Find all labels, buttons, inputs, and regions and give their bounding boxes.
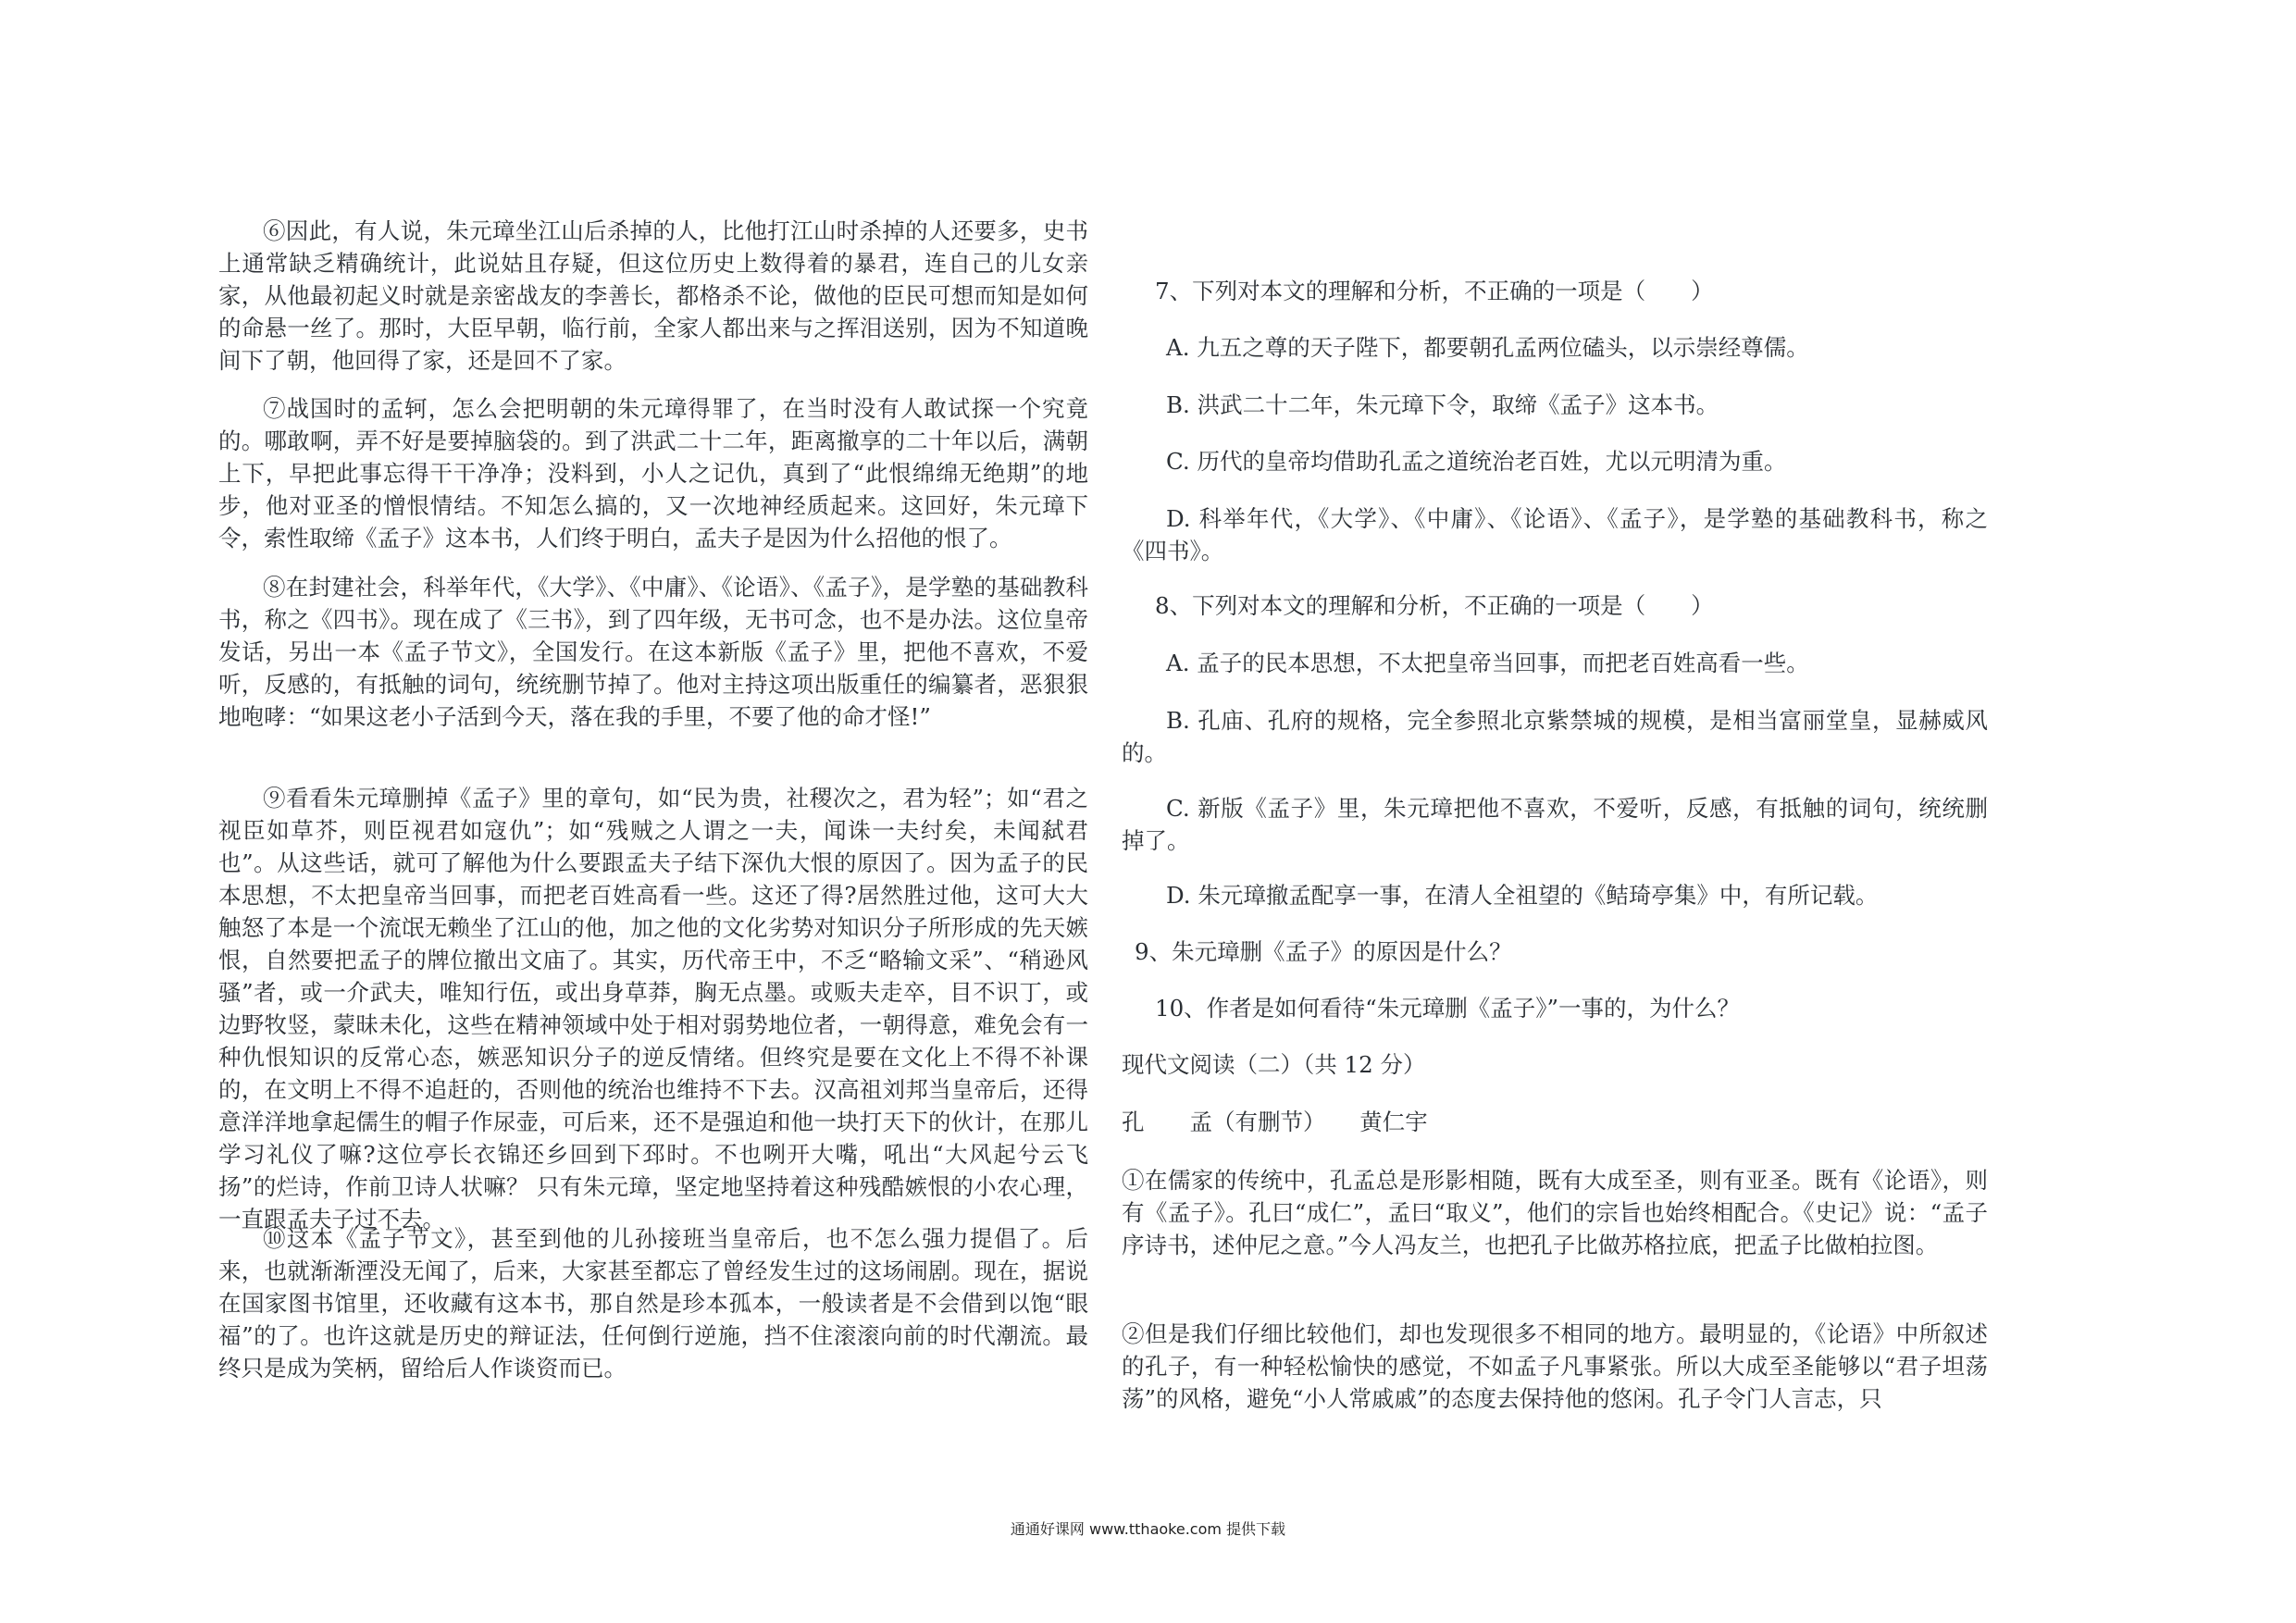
paragraph-10: ⑩这本《孟子节文》，甚至到他的儿孙接班当皇帝后，也不怎么强力提倡了。后来，也就渐渐湮没无闻了，后来，大家甚至都忘了曾经发生过的这场闹剧。现在，据说在国家图书馆里，还收藏有这本书，那自然是珍本孤本，一般读者是不会借到以饱“眼福”的了。也许这就是历史的辩证法，任何倒行逆施，挡不住滚滚向前的时代潮流。最终只是成为笑柄，留给后人作谈资而已。 [218,1225,1088,1381]
paragraph-9: ⑨看看朱元璋删掉《孟子》里的章句，如“民为贵，社稷次之，君为轻”；如“君之视臣如草芥，则臣视君如寇仇”；如“残贼之人谓之一夫，闻诛一夫纣矣，未闻弑君也”。从这些话，就可了解他为什么要跟孟夫子结下深仇大恨的原因了。因为孟子的民本思想，不太把皇帝当回事，而把老百姓高看一些。这还了得?居然胜过他，这可大大触怒了本是一个流氓无赖坐了江山的他，加之他的文化劣势对知识分子所形成的先天嫉恨，自然要把孟子的牌位撤出文庙了。其实，历代帝王中，不乏“略输文采”、“稍逊风骚”者，或一介武夫，唯知行伍，或出身草莽，胸无点墨。或贩夫走卒，目不识丁，或边野牧竖，蒙昧未化，这些在精神领域中处于相对弱势地位者，一朝得意，难免会有一种仇恨知识的反常心态，嫉恶知识分子的逆反情绪。但终究是要在文化上不得不补课的，在文明上不得不追赶的，否则他的统治也维持不下去。汉高祖刘邦当皇帝后，还得意洋洋地拿起儒生的帽子作尿壶，可后来，还不是强迫和他一块打天下的伙计，在那儿学习礼仪了嘛?这位亭长衣锦还乡回到下邳时。不也咧开大嘴，吼出“大风起兮云飞扬”的烂诗，作前卫诗人状嘛？ 只有朱元璋，坚定地坚持着这种残酷嫉恨的小农心理，一直跟孟夫子过不去。 [218,785,1088,1233]
question-8-stem: 8、下列对本文的理解和分析，不正确的一项是（ ） [1155,592,1714,619]
question-8-option-a: A. 孟子的民本思想，不太把皇帝当回事，而把老百姓高看一些。 [1166,650,1809,676]
section-heading: 现代文阅读（二）（共 12 分） [1122,1051,1426,1078]
article-paragraph-1: ①在儒家的传统中，孔孟总是形影相随，既有大成至圣，则有亚圣。既有《论语》，则有《孟子》。孔曰“成仁”，孟曰“取义”，他们的宗旨也始终相配合。《史记》说：“孟子序诗书，述仲尼之意。”今人冯友兰，也把孔子比做苏格拉底，把孟子比做柏拉图。 [1122,1167,1988,1258]
question-7-option-b: B. 洪武二十二年，朱元璋下令，取缔《孟子》这本书。 [1166,391,1719,418]
question-7-stem: 7、下列对本文的理解和分析，不正确的一项是（ ） [1155,278,1714,304]
question-7-option-d: D. 科举年代，《大学》、《中庸》、《论语》、《孟子》，是学塾的基础教科书，称之《四书》。 [1122,505,1988,564]
question-8-option-d: D. 朱元璋撤孟配享一事，在清人全祖望的《鲒琦亭集》中，有所记载。 [1166,882,1879,909]
paragraph-7: ⑦战国时的孟轲，怎么会把明朝的朱元璋得罪了，在当时没有人敢试探一个究竟的。哪敢啊，弄不好是要掉脑袋的。到了洪武二十二年，距离撤享的二十年以后，满朝上下，早把此事忘得干干净净；没料到，小人之记仇，真到了“此恨绵绵无绝期”的地步，他对亚圣的憎恨情结。不知怎么搞的，又一次地神经质起来。这回好，朱元璋下令，索性取缔《孟子》这本书，人们终于明白，孟夫子是因为什么招他的恨了。 [218,395,1088,551]
question-9: 9、朱元璋删《孟子》的原因是什么？ [1135,938,1512,965]
paragraph-8: ⑧在封建社会，科举年代，《大学》、《中庸》、《论语》、《孟子》，是学塾的基础教科书，称之《四书》。现在成了《三书》，到了四年级，无书可念，也不是办法。这位皇帝发话，另出一本《孟子节文》，全国发行。在这本新版《孟子》里，把他不喜欢，不爱听，反感的，有抵触的词句，统统删节掉了。他对主持这项出版重任的编纂者，恶狠狠地咆哮：“如果这老小子活到今天，落在我的手里，不要了他的命才怪!” [218,574,1088,730]
article-title: 孔 孟（有删节） 黄仁宇 [1122,1109,1428,1135]
question-7-option-a: A. 九五之尊的天子陛下，都要朝孔孟两位磕头，以示崇经尊儒。 [1166,334,1809,361]
article-paragraph-2: ②但是我们仔细比较他们，却也发现很多不相同的地方。最明显的，《论语》中所叙述的孔子，有一种轻松愉快的感觉，不如孟子凡事紧张。所以大成至圣能够以“君子坦荡荡”的风格，避免“小人常戚戚”的态度去保持他的悠闲。孔子令门人言志，只 [1122,1320,1988,1412]
question-10: 10、作者是如何看待“朱元璋删《孟子》”一事的，为什么？ [1155,995,1740,1022]
paragraph-6: ⑥因此，有人说，朱元璋坐江山后杀掉的人，比他打江山时杀掉的人还要多，史书上通常缺乏精确统计，此说姑且存疑，但这位历史上数得着的暴君，连自己的儿女亲家，从他最初起义时就是亲密战友的李善长，都格杀不论，做他的臣民可想而知是如何的命悬一丝了。那时，大臣早朝，临行前，全家人都出来与之挥泪送别，因为不知道晚间下了朝，他回得了家，还是回不了家。 [218,217,1088,374]
question-8-option-c: C. 新版《孟子》里，朱元璋把他不喜欢，不爱听，反感，有抵触的词句，统统删掉了。 [1122,795,1988,854]
question-7-option-c: C. 历代的皇帝均借助孔孟之道统治老百姓，尤以元明清为重。 [1166,448,1787,475]
question-8-option-b: B. 孔庙、孔府的规格，完全参照北京紫禁城的规模，是相当富丽堂皇，显赫威风的。 [1122,707,1988,766]
footer-download-note: 通通好课网 www.tthaoke.com 提供下载 [1010,1520,1286,1538]
